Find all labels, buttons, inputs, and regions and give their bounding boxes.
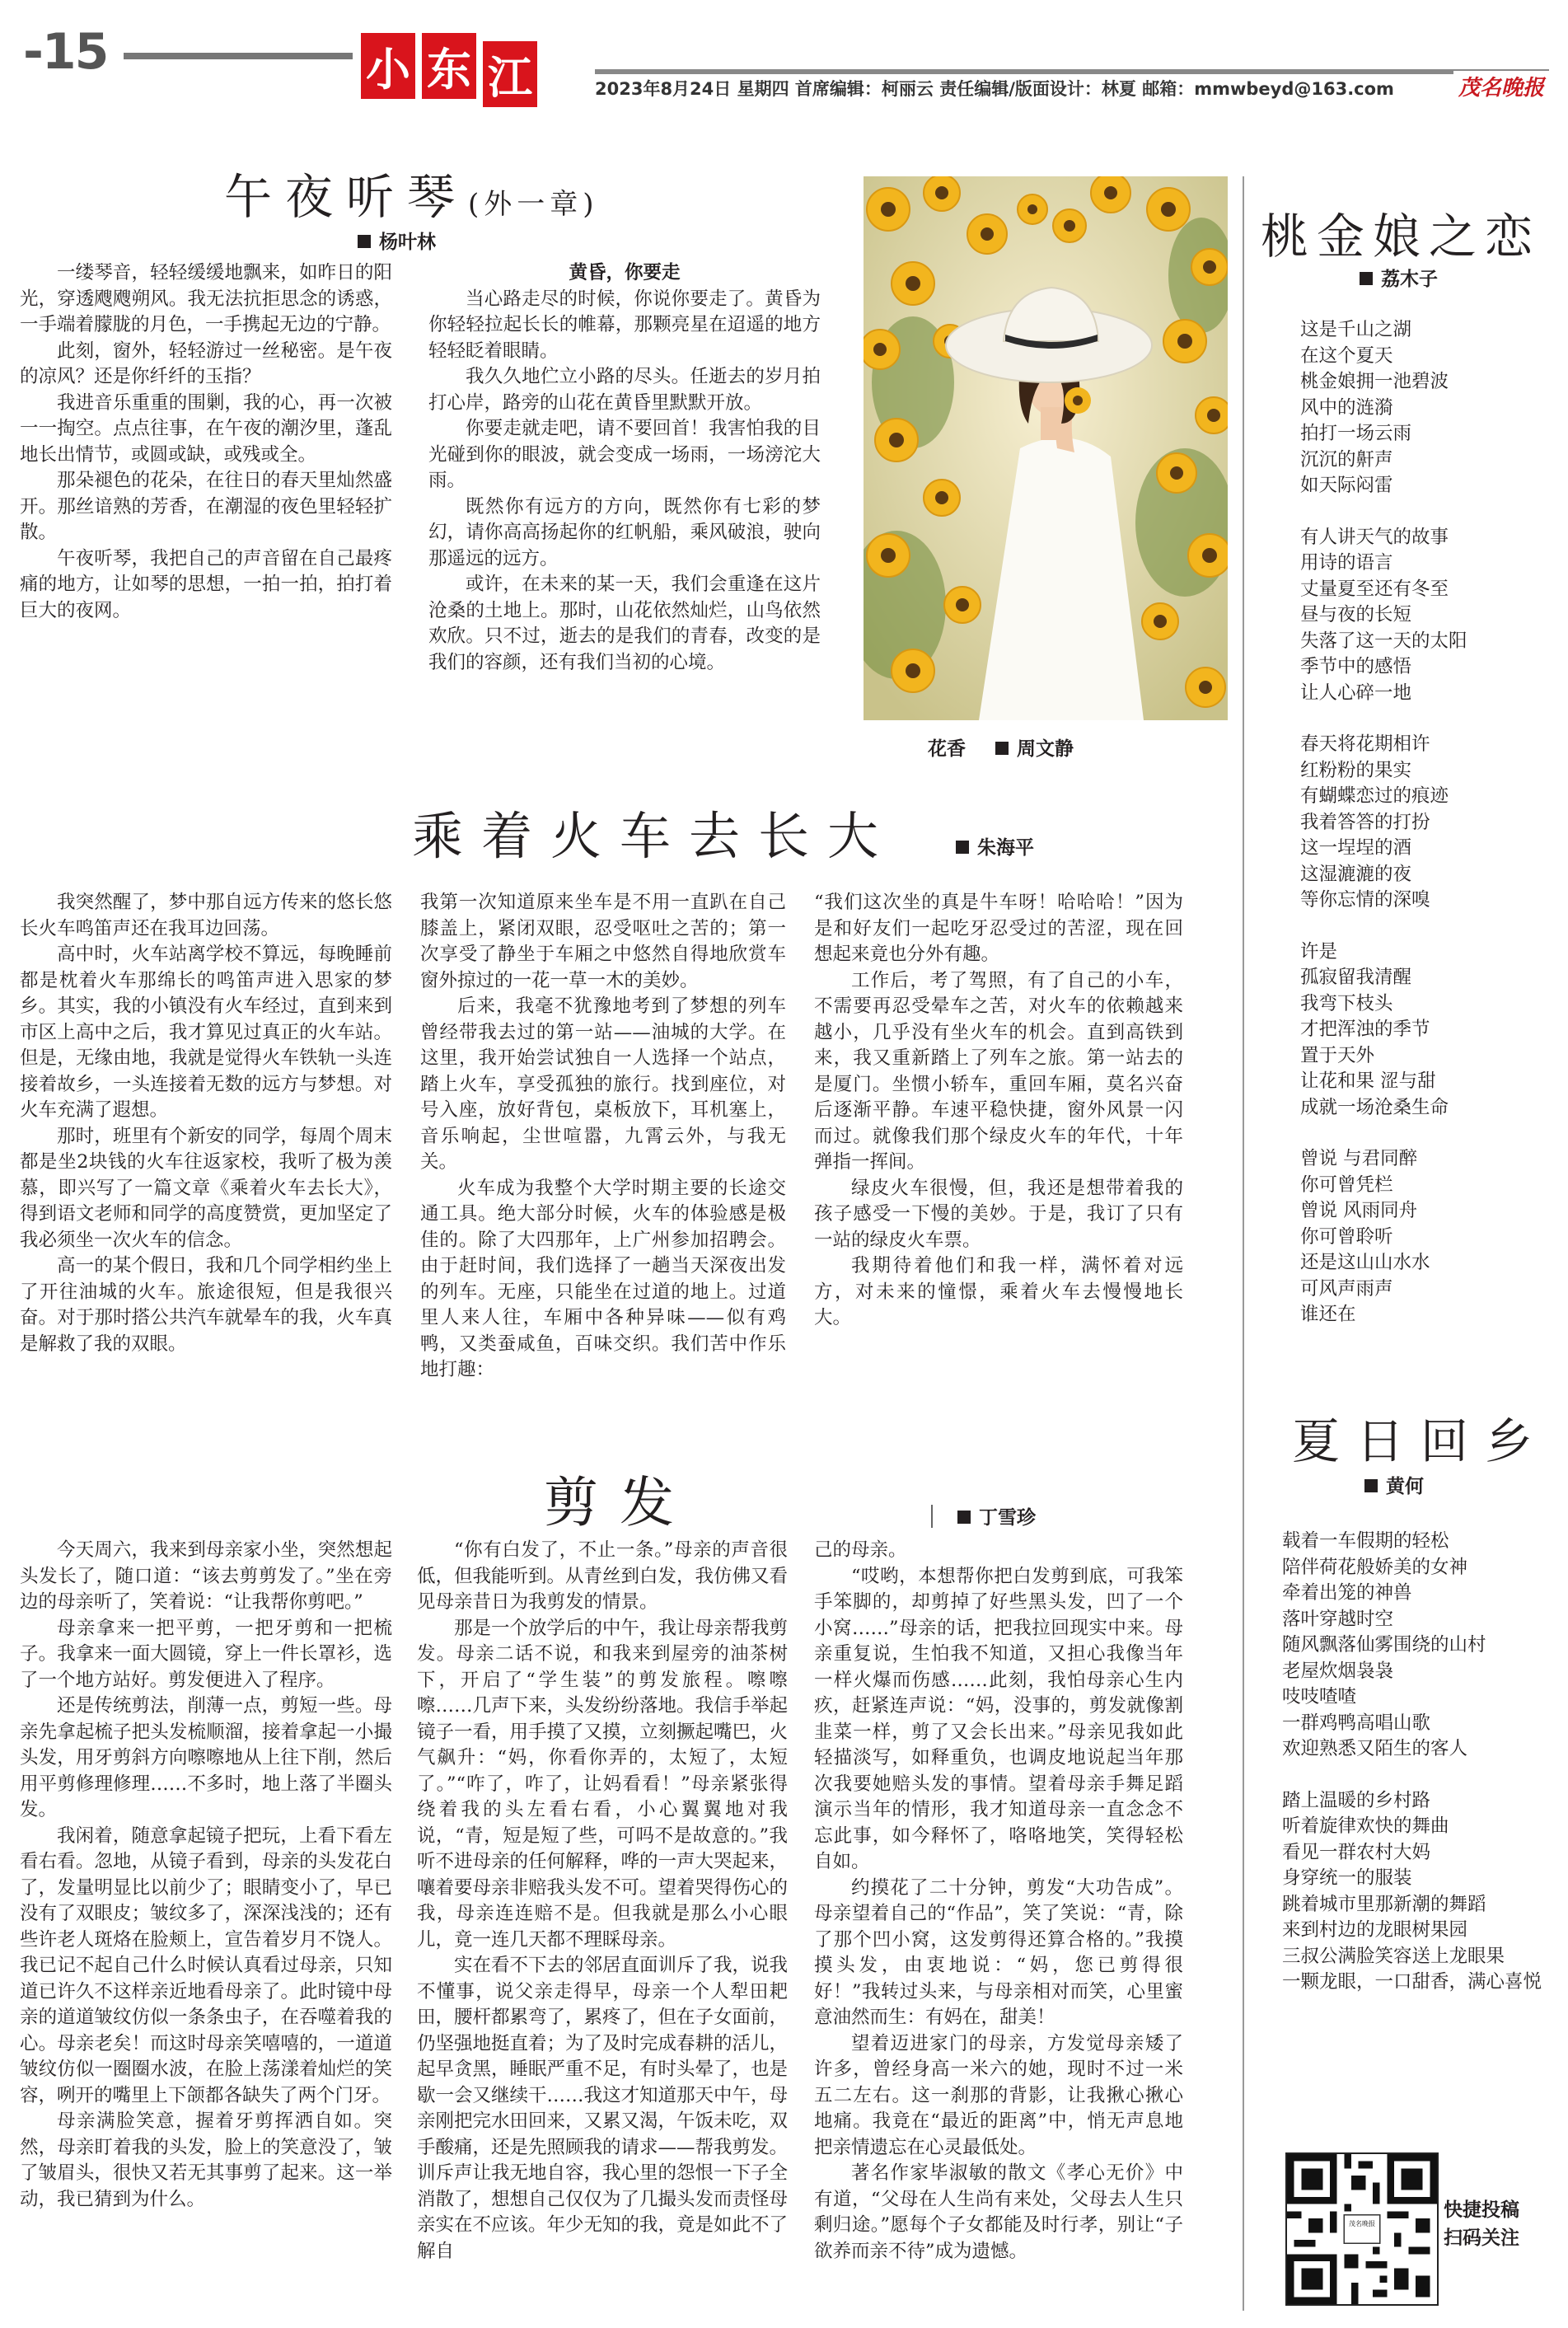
newspaper-logo: 茂名晚报 [1453, 71, 1549, 101]
article-title: 乘着火车去长大 [412, 806, 897, 866]
poem-stanza: 踏上温暖的乡村路 听着旋律欢快的舞曲 看见一群农村大妈 身穿统一的服装 跳着城市里那新潮的舞蹈 来到村边的龙眼树果园 三叔公满脸笑容送上龙眼果 一颗龙眼，一口甜香，满心喜悦 [1282, 1789, 1542, 1993]
poem-stanza: 曾说 与君同醉 你可曾凭栏 曾说 风雨同舟 你可曾聆听 还是这山山水水 可风声雨声 谁还在 [1300, 1148, 1430, 1325]
header-rule [124, 53, 353, 59]
sunflower-photo [864, 176, 1228, 720]
photo-woman-sunflowers [864, 176, 1228, 720]
author-byline: 朱海平 [956, 832, 1034, 860]
section-char-1: 小 [361, 33, 415, 99]
page-number: -15 [23, 23, 108, 81]
article-column: 一缕琴音，轻轻缓缓地飘来，如昨日的阳光，穿透飕飕朔风。我无法抗拒思念的诱惑，一手端着朦胧的月色，一手携起无边的宁静。 此刻，窗外，轻轻游过一丝秘密。是午夜的凉风？还是你纤纤的玉指？ 我进音乐重重的围剿，我的心，再一次被一一掏空。点点往事，在午夜的潮汐里，蓬乱地长出情节，或圆或缺，或残或全。 那朵褪色的花朵，在往日的春天里灿然盛开。那丝谙熟的芳香，在潮湿的夜色里轻轻扩散。 午夜听琴，我把自己的声音留在自己最疼痛的地方，让如琴的思想，一拍一拍，拍打着巨大的夜网。 [20, 262, 392, 621]
qr-center-label: 茂名晚报 [1349, 2220, 1375, 2227]
article-title: 剪发 [544, 1471, 695, 1534]
article-column: 我第一次知道原来坐车是不用一直趴在自己膝盖上，紧闭双眼，忍受呕吐之苦的；第一次享受了静坐于车厢之中悠然自得地欣赏车窗外掠过的一花一草一木的美妙。 后来，我毫不犹豫地考到了梦想的列车曾经带我去过的第一站——油城的大学。在这里，我开始尝试独自一人选择一个站点，踏上火车，享受孤独的旅行。找到座位，对号入座，放好背包，桌板放下，耳机塞上，音乐响起，尘世喧嚣，九霄云外，与我无关。 火车成为我整个大学时期主要的长途交通工具。绝大部分时候，火车的体验感是极佳的。除了大四那年，上广州参加招聘会。由于赶时间，我们选择了一趟当天深夜出发的列车。无座，只能坐在过道的地上。过道里人来人往，车厢中各种异味——似有鸡鸭，又类蚕咸鱼，百味交织。我们苦中作乐地打趣： [420, 892, 786, 1380]
article-title: 午夜听琴(外一章) [224, 169, 599, 225]
author-byline: 丁雪珍 [957, 1502, 1036, 1529]
column-divider [1243, 176, 1244, 2311]
article-column: “我们这次坐的真是牛车呀！哈哈哈！”因为是和好友们一起吃牙忍受过的苦涩，现在回想起来竟也分外有趣。 工作后，考了驾照，有了自己的小车，不需要再忍受晕车之苦，对火车的依赖越来越小，几乎没有坐火车的机会。直到高铁到来，我又重新踏上了列车之旅。第一站去的是厦门。坐惯小轿车，重回车厢，莫名兴奋后逐渐平静。车速平稳快捷，窗外风景一闪而过。就像我们那个绿皮火车的年代，十年弹指一挥间。 绿皮火车很慢，但，我还是想带着我的孩子感受一下慢的美妙。于是，我订了只有一站的绿皮火车票。 我期待着他们和我一样，满怀着对远方，对未来的憧憬，乘着火车去慢慢地长大。 [814, 892, 1183, 1328]
poem-stanza: 载着一车假期的轻松 陪伴荷花般娇美的女神 牵着出笼的神兽 落叶穿越时空 随风飘落仙雾围绕的山村 老屋炊烟袅袅 吱吱喳喳 一群鸡鸭高唱山歌 欢迎熟悉又陌生的客人 [1282, 1530, 1486, 1759]
issue-info: 2023年8月24日 星期四 首席编辑：柯丽云 责任编辑/版面设计：林夏 邮箱：mmwbeyd@163.com [595, 79, 1394, 99]
poem-stanza: 有人讲天气的故事 用诗的语言 丈量夏至还有冬至 昼与夜的长短 失落了这一天的太阳 季节中的感悟 让人心碎一地 [1300, 526, 1467, 704]
poem-stanza: 春天将花期相许 红粉粉的果实 有蝴蝶恋过的痕迹 我着答答的打扮 这一埕埕的酒 这湿漉漉的夜 等你忘情的深嗅 [1300, 733, 1449, 911]
divider [931, 1505, 933, 1528]
poem-stanza: 这是千山之湖 在这个夏天 桃金娘拥一池碧波 风中的涟漪 拍打一场云雨 沉沉的鼾声 如天际闷雷 [1300, 319, 1449, 496]
article-column: 今天周六，我来到母亲家小坐，突然想起头发长了，随口道：“该去剪剪发了。”坐在旁边的母亲听了，笑着说：“让我帮你剪吧。” 母亲拿来一把平剪，一把牙剪和一把梳子。我拿来一面大圆镜，穿上一件长罩衫，选了一个地方站好。剪发便进入了程序。 还是传统剪法，削薄一点，剪短一些。母亲先拿起梳子把头发梳顺溜，接着拿起一小撮头发，用牙剪斜方向嚓嚓地从上往下削，然后用平剪修理修理……不多时，地上落了半圈头发。 我闲着，随意拿起镜子把玩，上看下看左看右看。忽地，从镜子看到，母亲的头发花白了，发量明显比以前少了；眼睛变小了，早已没有了双眼皮；皱纹多了，深深浅浅的；还有些许老人斑烙在脸颊上，宣告着岁月不饶人。我已记不起自己什么时候认真看过母亲，只知道已许久不这样亲近地看母亲了。此时镜中母亲的道道皱纹仿似一条条虫子，在吞噬着我的心。母亲老矣！而这时母亲笑嘻嘻的，一道道皱纹仿似一圈圈水波，在脸上荡漾着灿烂的笑容，咧开的嘴里上下颌都各缺失了两个门牙。 母亲满脸笑意，握着牙剪挥洒自如。突然，母亲盯着我的头发，脸上的笑意没了，皱了皱眉头，很快又若无其事剪了起来。这一举动，我已猜到为什么。 [20, 1539, 392, 2210]
article-column: 己的母亲。 “哎哟，本想帮你把白发剪到底，可我笨手笨脚的，却剪掉了好些黑头发，凹了一个小窝……”母亲的话，把我拉回现实中来。母亲重复说，生怕我不知道，又担心我像当年一样火爆而伤感……此刻，我怕母亲心生内疚，赶紧连声说：“妈，没事的，剪发就像割韭菜一样，剪了又会长出来。”母亲见我如此轻描淡写，如释重负，也调皮地说起当年那次我要她赔头发的事情。望着母亲手舞足蹈演示当年的情形，我才知道母亲一直念念不忘此事，如今释怀了，咯咯地笑，笑得轻松自如。 约摸花了二十分钟，剪发“大功告成”。母亲望着自己的“作品”，笑了笑说：“青，除了那个凹小窝，这发剪得还算合格的。”我摸摸头发，由衷地说：“妈，您已剪得很好！”我转过头来，与母亲相对而笑，心里蜜意油然而生：有妈在，甜美！ 望着迈进家门的母亲，方发觉母亲矮了许多，曾经身高一米六的她，现时不过一米五二左右。这一刹那的背影，让我揪心揪心地痛。我竟在“最近的距离”中，悄无声息地把亲情遗忘在心灵最低处。 著名作家毕淑敏的散文《孝心无价》中有道，“父母在人生尚有来处，父母去人生只剩归途。”愿每个子女都能及时行孝，别让“子欲养而亲不待”成为遗憾。 [814, 1539, 1183, 2262]
header-info [595, 69, 1549, 99]
article-column: “你有白发了，不止一条。”母亲的声音很低，但我能听到。从青丝到白发，我仿佛又看见母亲昔日为我剪发的情景。 那是一个放学后的中午，我让母亲帮我剪发。母亲二话不说，和我来到屋旁的油茶树下，开启了“学生装”的剪发旅程。嚓嚓嚓……几声下来，头发纷纷落地。我信手举起镜子一看，用手摸了又摸，立刻撅起嘴巴，火气飙升：“妈，你看你弄的，太短了，太短了。”“咋了，咋了，让妈看看！”母亲紧张得绕着我的头左看右看，小心翼翼地对我说，“青，短是短了些，可吗不是故意的。”我听不进母亲的任何解释，哗的一声大哭起来，嚷着要母亲非赔我头发不可。望着哭得伤心的我，母亲连连赔不是。但我就是那么小心眼儿，竟一连几天都不理睬母亲。 实在看不下去的邻居直面训斥了我，说我不懂事，说父亲走得早，母亲一个人犁田耙田，腰杆都累弯了，累疼了，但在子女面前，仍坚强地挺直着；为了及时完成春耕的活儿，起早贪黑，睡眠严重不足，有时头晕了，也是歇一会又继续干……我这才知道那天中午，母亲刚把完水田回来，又累又渴，午饭未吃，双手酸痛，还是先照顾我的请求——帮我剪发。训斥声让我无地自容，我心里的怨恨一下子全消散了，想想自己仅仅为了几撮头发而责怪母亲实在不应该。年少无知的我，竟是如此不了解自 [417, 1539, 788, 2262]
subtitle: 黄昏，你要走 [569, 262, 681, 283]
article-column: 我突然醒了，梦中那自远方传来的悠长悠长火车鸣笛声还在我耳边回荡。 高中时，火车站离学校不算远，每晚睡前都是枕着火车那绵长的鸣笛声进入思家的梦乡。其实，我的小镇没有火车经过，直到来到市区上高中之后，我才算见过真正的火车站。但是，无缘由地，我就是觉得火车铁轨一头连接着故乡，一头连接着无数的远方与梦想。对火车充满了遐想。 那时，班里有个新安的同学，每周个周末都是坐2块钱的火车往返家校，我听了极为羡慕，即兴写了一篇文章《乘着火车去长大》，得到语文老师和同学的高度赞赏，更加坚定了我必须坐一次火车的信念。 高一的某个假日，我和几个同学相约坐上了开往油城的火车。旅途很短，但是我很兴奋。对于那时搭公共汽车就晕车的我，火车真是解救了我的双眼。 [20, 892, 392, 1355]
poem-body [1300, 317, 1556, 1354]
qr-code-icon [1287, 2154, 1437, 2304]
article-column: 黄昏，你要走 当心路走尽的时候，你说你要走了。黄昏为你轻轻拉起长长的帷幕，那颗亮星在迢遥的地方轻轻眨着眼睛。 我久久地伫立小路的尽头。任逝去的岁月拍打心岸，路旁的山花在黄昏里默默开放。 你要走就走吧，请不要回首！我害怕我的目光碰到你的眼波，就会变成一场雨，一场滂沱大雨。 既然你有远方的方向，既然你有七彩的梦幻，请你高高扬起你的红帆船，乘风破浪，驶向那遥远的远方。 或许，在未来的某一天，我们会重逢在这片沧桑的土地上。那时，山花依然灿烂，山鸟依然欢欣。只不过，逝去的是我们的青春，改变的是我们的容颜，还有我们当初的心境。 [428, 262, 821, 673]
qr-code[interactable] [1285, 2152, 1439, 2306]
author-byline: 黄何 [1364, 1471, 1424, 1498]
photo-author: 周文静 [995, 738, 1074, 760]
poem-stanza: 许是 孤寂留我清醒 我弯下枝头 才把浑浊的季节 置于天外 让花和果 涩与甜 成就一场沧桑生命 [1300, 940, 1449, 1118]
qr-label: 快捷投稿 扫码关注 [1444, 2199, 1519, 2249]
section-char-2: 东 [422, 33, 476, 99]
photo-caption: 花香 周文静 [928, 738, 1074, 760]
poem-title: 桃金娘之恋 [1261, 208, 1542, 265]
poem-title: 夏日回乡 [1292, 1413, 1550, 1469]
author-byline: 荔木子 [1360, 264, 1438, 291]
poem-body [1282, 1529, 1562, 2021]
section-char-3: 江 [483, 41, 537, 107]
author-byline: 杨叶林 [358, 227, 436, 254]
